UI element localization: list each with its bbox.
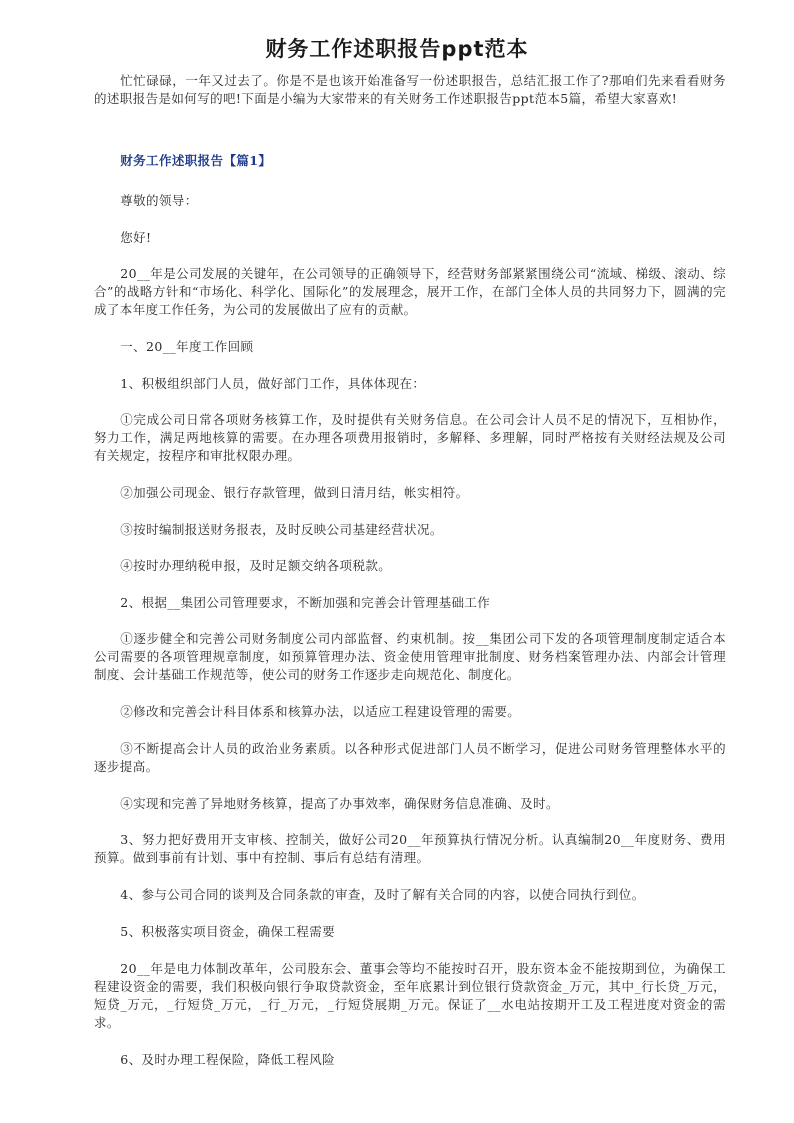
salutation: 尊敬的领导：: [120, 193, 198, 208]
list-item-2-2: ②修改和完善会计科目体系和核算办法，以适应工程建设管理的需要。: [120, 704, 521, 719]
list-item-1-4: ④按时办理纳税申报，及时足额交纳各项税款。: [120, 558, 392, 573]
opening-paragraph: 20__年是公司发展的关键年，在公司领导的正确领导下，经营财务部紧紧围绕公司“流域、梯级、滚动、综合”的战略方针和“市场化、科学化、国际化”的发展理念，展开工作，在部门全体人员的共同努力下，圆满的完成了本年度工作任务，为公司的发展做出了应有的贡献。: [94, 266, 726, 317]
list-item-1: 1、积极组织部门人员，做好部门工作，具体体现在：: [120, 376, 426, 391]
list-item-5: 5、积极落实项目资金，确保工程需要: [120, 924, 336, 939]
heading-work-review: 一、20__年度工作回顾: [120, 339, 254, 354]
list-item-2: 2、根据__集团公司管理要求，不断加强和完善会计管理基础工作: [120, 595, 491, 610]
document-title: 财务工作述职报告ppt范本: [265, 37, 529, 61]
list-item-6: 6、及时办理工程保险，降低工程风险: [120, 1052, 336, 1067]
intro-paragraph: 忙忙碌碌，一年又过去了。你是不是也该开始准备写一份述职报告，总结汇报工作了?那咱们先来看看财务的述职报告是如何写的吧!下面是小编为大家带来的有关财务工作述职报告ppt范本5篇，希望大家喜欢!: [94, 73, 726, 106]
list-item-3: 3、努力把好费用开支审核、控制关，做好公司20__年预算执行情况分析。认真编制20__年度财务、费用预算。做到事前有计划、事中有控制、事后有总结有清理。: [94, 832, 726, 865]
list-item-1-3: ③按时编制报送财务报表，及时反映公司基建经营状况。: [120, 522, 443, 537]
list-item-1-1: ①完成公司日常各项财务核算工作，及时提供有关财务信息。在公司会计人员不足的情况下，互相协作，努力工作，满足两地核算的需要。在办理各项费用报销时，多解释、多理解，同时严格按有关财经法规及公司有关规定，按程序和审批权限办理。: [94, 412, 726, 463]
section-heading: 财务工作述职报告【篇1】: [120, 153, 272, 168]
greeting: 您好!: [120, 230, 152, 245]
list-item-1-2: ②加强公司现金、银行存款管理，做到日清月结，帐实相符。: [120, 485, 469, 500]
list-item-2-4: ④实现和完善了异地财务核算，提高了办事效率，确保财务信息准确、及时。: [120, 796, 559, 811]
list-item-4: 4、参与公司合同的谈判及合同条款的审查，及时了解有关合同的内容，以使合同执行到位。: [120, 887, 645, 902]
list-item-2-1: ①逐步健全和完善公司财务制度公司内部监督、约束机制。按__集团公司下发的各项管理制度制定适合本公司需要的各项管理规章制度，如预算管理办法、资金使用管理审批制度、财务档案管理办法、内部会计管理制度、会计基础工作规范等，使公司的财务工作逐步走向规范化、制度化。: [94, 631, 726, 682]
list-item-2-3: ③不断提高会计人员的政治业务素质。以各种形式促进部门人员不断学习，促进公司财务管理整体水平的逐步提高。: [94, 741, 726, 774]
funding-paragraph: 20__年是电力体制改革年，公司股东会、董事会等均不能按时召开，股东资本金不能按期到位，为确保工程建设资金的需要，我们积极向银行争取贷款资金，至年底累计到位银行贷款资金_万元，其中_行长贷_万元，短贷_万元，_行短贷_万元，_行_万元，_行短贷展期_万元。保证了__水电站按期开工及工程进度对资金的需求。: [94, 961, 726, 1030]
